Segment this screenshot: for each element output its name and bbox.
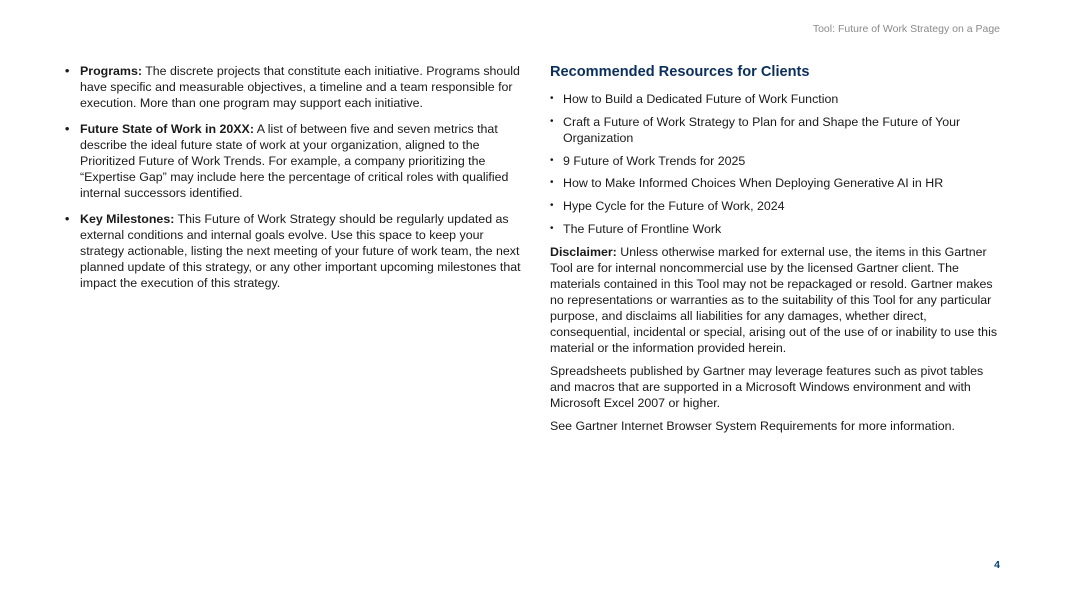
definition-term: Key Milestones: <box>80 212 175 226</box>
definition-item <box>63 121 523 201</box>
resource-link-text[interactable]: How to Make Informed Choices When Deploying Generative AI in HR <box>563 176 944 191</box>
bullet-icon: • <box>550 177 554 189</box>
definition-text: The discrete projects that constitute each initiative. Programs should have specific and measurable objectives, a timeline and a team responsible for execution. More than one program may support each initiative. <box>80 64 520 110</box>
bullet-icon: • <box>65 212 70 226</box>
bullet-icon: • <box>550 115 554 127</box>
right-column <box>550 63 1005 441</box>
definition-item <box>63 63 523 111</box>
disclaimer-paragraph <box>550 244 1005 356</box>
definition-text: This Future of Work Strategy should be regularly updated as external conditions and internal goals evolve. Use this space to keep your strategy actionable, listing the next meeting of your future of work team, the next planned update of this strategy, or any other important upcoming milestones that impact the execution of this strategy. <box>80 212 521 290</box>
resource-link[interactable] <box>550 153 1005 169</box>
resource-link-text[interactable]: How to Build a Dedicated Future of Work Function <box>563 92 839 106</box>
resources-list <box>550 91 1005 237</box>
resource-link[interactable] <box>550 114 1005 146</box>
resource-link[interactable] <box>550 198 1005 214</box>
resource-link-text[interactable]: Hype Cycle for the Future of Work, 2024 <box>563 199 785 214</box>
definition-text: A list of between five and seven metrics that describe the ideal future state of work at your organization, aligned to the Prioritized Future of Work Trends. For example, a company prioritizing the “Expertise Gap” may include here the percentage of critical roles with qualified internal successors identified. <box>80 122 509 200</box>
left-column <box>63 63 523 301</box>
bullet-icon: • <box>65 64 70 78</box>
resource-link[interactable] <box>550 91 1005 107</box>
resource-link-text[interactable]: 9 Future of Work Trends for 2025 <box>563 153 746 168</box>
spreadsheets-note: Spreadsheets published by Gartner may leverage features such as pivot tables and macros that are supported in a Microsoft Windows environment and with Microsoft Excel 2007 or higher. <box>550 363 984 410</box>
page-number: 4 <box>994 559 1000 571</box>
bullet-icon: • <box>550 154 554 166</box>
definitions-list <box>63 63 523 291</box>
page-header: Tool: Future of Work Strategy on a Page <box>812 23 1000 35</box>
definition-item <box>63 211 523 291</box>
resource-link-text[interactable]: Craft a Future of Work Strategy to Plan for and Shape the Future of Your Organization <box>563 114 961 145</box>
resource-link[interactable] <box>550 175 1005 191</box>
bullet-icon: • <box>550 200 554 212</box>
disclaimer-text: Unless otherwise marked for external use, the items in this Gartner Tool are for internal noncommercial use by the licensed Gartner client. The materials contained in this Tool may not be repackaged or resold. Gartner makes no representations or warranties as to the suitability of this Tool for any particular purpose, and disclaims all liabilities for any damages, whether direct, consequential, incidental or special, arising out of the use of or inability to use this material or the information provided herein. <box>550 244 998 355</box>
resource-link-text[interactable]: The Future of Frontline Work <box>563 221 722 236</box>
resource-link[interactable] <box>550 221 1005 237</box>
bullet-icon: • <box>550 222 554 234</box>
resources-heading: Recommended Resources for Clients <box>550 64 810 80</box>
browser-requirements-note: See Gartner Internet Browser System Requirements for more information. <box>550 418 955 433</box>
disclaimer-label: Disclaimer: <box>550 244 617 259</box>
bullet-icon: • <box>65 122 70 136</box>
definition-term: Programs: <box>80 64 142 78</box>
definition-term: Future State of Work in 20XX: <box>80 122 254 136</box>
bullet-icon: • <box>550 93 554 104</box>
